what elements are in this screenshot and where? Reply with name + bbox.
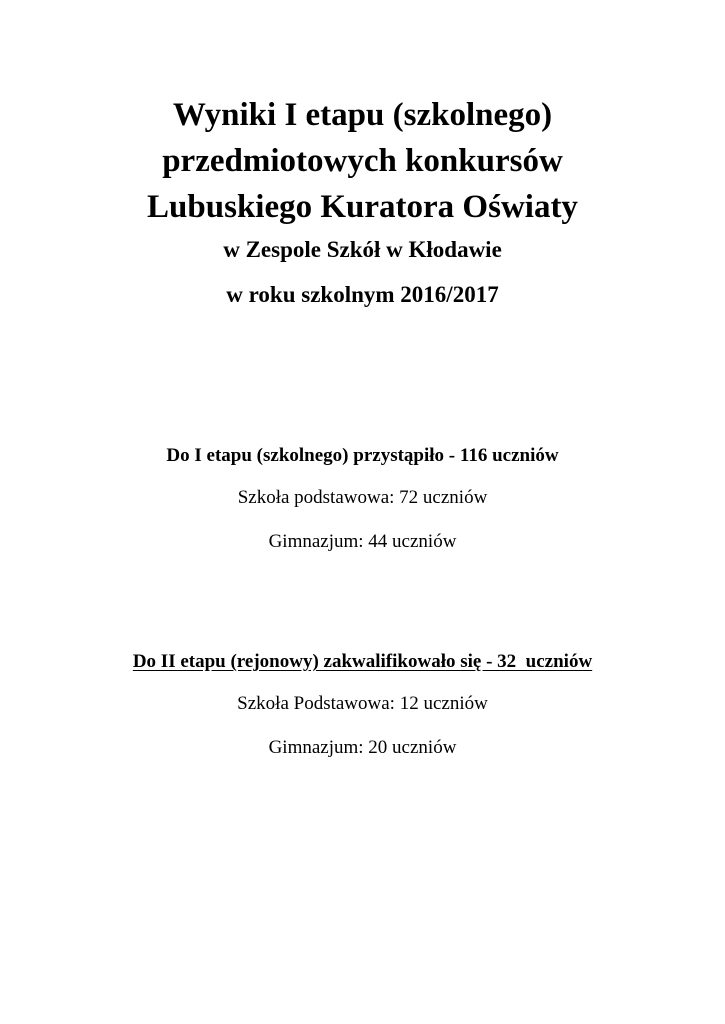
- stage1-primary-school-count: Szkoła podstawowa: 72 uczniów: [237, 487, 488, 508]
- stage2-heading-text: Do II etapu (rejonowy) zakwalifikowało się - 32 uczniów: [132, 651, 593, 672]
- title-block: [0, 92, 725, 308]
- stage2-gymnasium-count: Gimnazjum: 20 uczniów: [268, 737, 457, 758]
- stage2-heading: [0, 650, 725, 674]
- stage1-gymnasium-count: Gimnazjum: 44 uczniów: [268, 531, 457, 552]
- stage2-section: [0, 650, 725, 760]
- stage2-primary-school-count: Szkoła Podstawowa: 12 uczniów: [237, 693, 488, 714]
- document-title-line: Wyniki I etapu (szkolnego): [172, 97, 553, 133]
- document-title-line: Lubuskiego Kuratora Oświaty: [147, 189, 578, 225]
- school-year-subtitle: w roku szkolnym 2016/2017: [226, 282, 499, 307]
- stage1-heading: Do I etapu (szkolnego) przystąpiło - 116 uczniów: [166, 445, 559, 466]
- document-title-line: przedmiotowych konkursów: [162, 143, 563, 179]
- school-name-subtitle: w Zespole Szkół w Kłodawie: [223, 237, 502, 262]
- stage1-section: [0, 444, 725, 554]
